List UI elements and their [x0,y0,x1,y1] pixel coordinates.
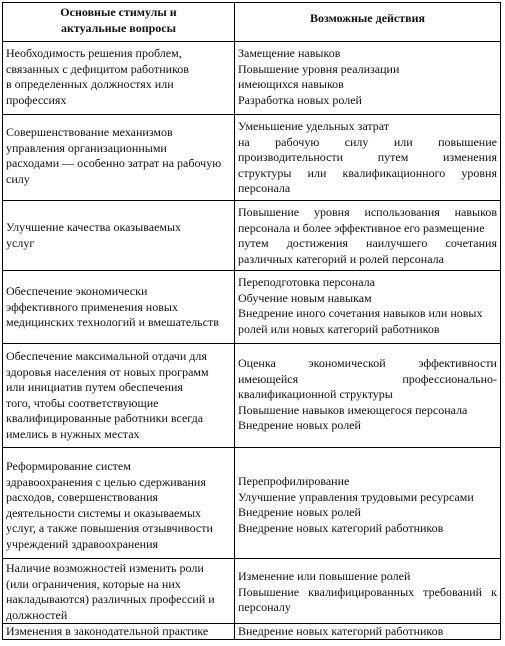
stimulus-cell [3,559,235,623]
actions-cell [235,559,500,623]
table-row [3,558,500,623]
stimulus-line: Улучшение качества оказываемых [6,220,182,234]
table-row [3,41,500,114]
action-line: производительности путем изменения [238,150,497,164]
stimulus-line: (или ограничения, которые на них [6,576,181,591]
stimulus-line: здоровья населения от новых программ [6,364,209,379]
action-line: Внедрение новых ролей [238,418,361,432]
stimulus-line: учреждений здравоохранения [6,536,159,551]
header-stimuli-line: Основные стимулы и [60,5,177,19]
action-line: Замещение навыков [238,46,341,60]
stimulus-cell [3,624,235,640]
stimuli-actions-table [2,2,501,640]
stimulus-line: имелись в нужных местах [6,426,140,441]
action-line: ролей или новых категорий работников [238,321,440,336]
action-line: имеющихся навыков [238,77,344,91]
stimulus-line: накладываются) различных профессий и [6,592,215,606]
action-line: путем достижения наилучшего сочетания [238,236,497,250]
action-line: Повышение уровня реализации [238,61,400,76]
table-row [3,447,500,558]
stimulus-line: связанных с дефицитом работников [6,61,189,76]
stimulus-cell [3,271,235,343]
stimulus-cell [3,115,235,200]
table-row [3,114,500,200]
actions-cell [235,271,500,343]
stimulus-cell [3,42,235,114]
stimulus-cell [3,344,235,447]
stimulus-line: Изменения в законодательной практике [6,624,209,638]
stimulus-line: в определенных должностях или [6,77,174,91]
action-line: Повышение уровня использования навыков [238,205,497,219]
action-line: Повышение квалифицированных требований к [238,584,497,599]
stimulus-line: Обеспечение максимальной отдачи для [6,349,207,363]
stimulus-line: профессиях [6,92,67,107]
stimulus-line: должностей [6,607,68,622]
actions-cell [235,448,500,558]
actions-cell [235,344,500,447]
action-line: Внедрение новых ролей [238,505,361,519]
action-line: Оценка экономической эффективности [238,356,497,370]
stimulus-line: силу [6,171,30,186]
header-actions [235,3,500,41]
stimulus-line: расходами — особенно затрат на рабочую [6,156,222,170]
stimulus-line: услуг, а также повышения отзывчивости [6,521,213,535]
table-row [3,200,500,270]
stimulus-cell [3,448,235,558]
stimulus-cell [3,201,235,270]
action-line: Переподготовка персонала [238,275,375,289]
action-line: персонала [238,181,291,195]
actions-cell [235,115,500,200]
stimulus-line: медицинских технологий и вмешательств [6,315,219,329]
stimulus-line: услуг [6,235,35,250]
action-line: персонала и более эффективное его размещение [238,220,485,235]
action-line: персоналу [238,600,291,614]
stimulus-line: Обеспечение экономически [6,284,148,298]
header-actions-label: Возможные действия [309,11,426,25]
stimulus-line: того, чтобы соответствующие [6,395,159,410]
table-header-row [3,3,500,41]
action-line: Перепрофилирование [238,474,350,488]
action-line: структуры или квалификационного уровня [238,165,497,180]
action-line: Повышение навыков имеющегося персонала [238,402,468,417]
action-line: Внедрение новых категорий работников [238,520,444,535]
stimulus-line: Совершенствование механизмов [6,125,173,139]
stimulus-line: Наличие возможностей изменить роли [6,561,204,575]
stimulus-line: квалифицированные работники всегда [6,411,204,425]
actions-cell [235,624,500,640]
action-line: имеющейся профессионально- [238,371,497,386]
stimulus-line: или инициатив путем обеспечения [6,380,183,394]
stimulus-line: управления организационными [6,140,167,155]
stimulus-line: Реформирование систем [6,459,131,473]
action-line: Внедрение иного сочетания навыков или новых [238,306,483,320]
actions-cell [235,42,500,114]
action-line: Улучшение управления трудовыми ресурсами [238,489,474,504]
table-row [3,623,500,640]
stimulus-line: расходов, совершенствования [6,490,159,504]
action-line: на рабочую силу или повышение [238,134,497,149]
header-stimuli [3,3,235,41]
header-stimuli-line: актуальные вопросы [61,20,176,35]
table-row [3,270,500,343]
action-line: различных категорий и ролей персонала [238,251,444,266]
stimulus-line: Необходимость решения проблем, [6,46,182,60]
action-line: Изменение или повышение ролей [238,569,411,583]
actions-cell [235,201,500,270]
stimulus-line: эффективного применения новых [6,299,178,314]
stimulus-line: здравоохранения с целью сдерживания [6,474,206,489]
stimulus-line: деятельности системы и оказываемых [6,505,202,520]
action-line: Внедрение новых категорий работников [238,624,444,638]
table-row [3,343,500,447]
action-line: Обучение новым навыкам [238,290,372,305]
action-line: Разработка новых ролей [238,92,362,107]
action-line: Уменьшение удельных затрат [238,119,390,133]
action-line: квалификационной структуры [238,387,393,401]
